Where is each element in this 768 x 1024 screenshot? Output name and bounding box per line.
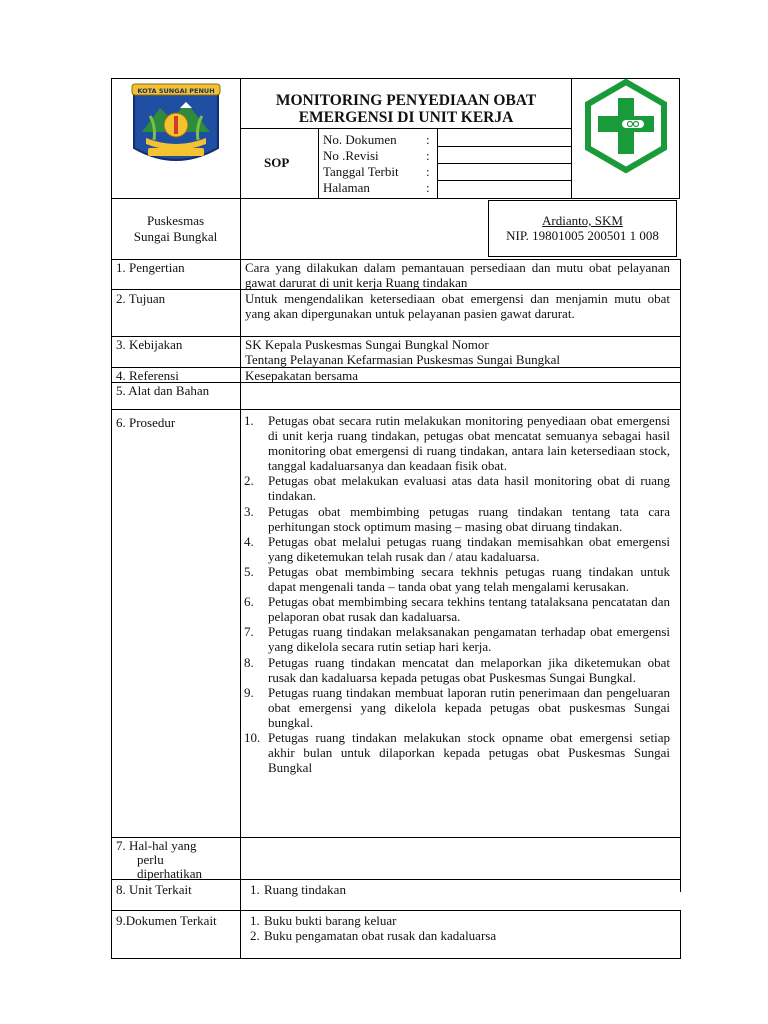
text-referensi: Kesepakatan bersama [245,368,358,383]
row-divider [111,910,681,911]
title-line-1: MONITORING PENYEDIAAN OBAT [275,92,537,109]
org-name-line-1: Puskesmas [146,213,205,228]
header-bottom-border [111,198,680,199]
step-number: 6. [244,594,254,610]
label-hal-line-1: 7. Hal-hal yang [116,838,197,853]
label-hal-line-3: diperhatikan [137,866,202,881]
text-pengertian: Cara yang dilakukan dalam pemantauan persediaan dan mutu obat pelayanan gawat darurat di unit kerja Ruang tindakan [245,260,670,290]
step-number: 10. [244,729,261,745]
kemenkes-logo [578,78,674,174]
sop-divider [318,128,319,199]
meta-colon: : [426,180,430,195]
row-divider [111,367,681,368]
procedure-list [244,413,670,775]
step-number: 2. [244,473,254,489]
step-text: Petugas ruang tindakan melakukan stock opname obat emergensi setiap akhir bulan untuk dilaporkan kepada petugas obat Puskesmas Sungai Bungkal [268,729,670,776]
procedure-step [244,504,670,534]
meta-label-halaman: Halaman [323,180,370,195]
meta-colon: : [426,148,430,163]
sop-label: SOP [264,155,290,170]
list-item [244,882,346,897]
procedure-step [244,685,670,730]
meta-label-revisi: No .Revisi [323,148,379,163]
title-bottom-border [240,128,571,129]
table-bottom-border [111,958,681,959]
procedure-step [244,534,670,564]
item-text: Buku pengamatan obat rusak dan kadaluarsa [264,928,497,943]
title-line-2: EMERGENSI DI UNIT KERJA [298,109,514,126]
header-divider-left [240,78,241,199]
procedure-step [244,655,670,685]
procedure-step [244,730,670,775]
table-right-border [680,259,681,892]
procedure-step [244,594,670,624]
text-kebijakan-line-2: Tentang Pelayanan Kefarmasian Puskesmas Sungai Bungkal [245,352,560,367]
meta-line [437,163,571,164]
header-divider-right [571,78,572,199]
step-number: 8. [244,654,254,670]
step-number: 5. [244,563,254,579]
step-text: Petugas obat melalui petugas ruang tindakan memisahkan obat emergensi yang diketemukan telah rusak dan / atau kadaluarsa. [268,533,670,564]
unit-terkait-list [244,882,346,897]
label-kebijakan: 3. Kebijakan [116,337,183,352]
label-referensi: 4. Referensi [116,368,179,383]
text-kebijakan-line-1: SK Kepala Puskesmas Sungai Bungkal Nomor [245,337,489,352]
dokumen-terkait-list [244,913,496,943]
step-number: 9. [244,684,254,700]
signer-bottom-border [488,256,677,257]
label-alat-bahan: 5. Alat dan Bahan [116,383,210,398]
step-number: 4. [244,533,254,549]
header-right-border [679,78,680,199]
procedure-step [244,624,670,654]
meta-label-tanggal: Tanggal Terbit [323,164,399,179]
step-number: 1. [244,413,254,428]
city-emblem-logo [128,78,224,173]
step-number: 7. [244,624,254,640]
signer-top-border [488,200,677,201]
document-title [245,92,567,126]
row-divider [111,409,681,410]
signer-name: Ardianto, SKM [542,213,623,228]
emblem-banner-text: KOTA SUNGAI PENUH [137,87,215,95]
org-name-line-2: Sungai Bungkal [133,229,218,244]
signer-nip: NIP. 19801005 200501 1 008 [506,228,659,243]
step-text: Petugas obat melakukan evaluasi atas data hasil monitoring obat di ruang tindakan. [268,473,670,504]
table-right-border-bottom [680,910,681,959]
item-number: 1. [250,882,260,897]
step-text: Petugas obat secara rutin melakukan monitoring penyediaan obat emergensi di unit kerja ruang tindakan, petugas obat mencatat semuanya sebagai hasil monitoring obat emergensi di ruang tindakan, antara lain ketersediaan stock, tanggal kadaluarsanya dan keadaan fisik obat. [268,413,670,474]
org-divider [240,198,241,259]
label-tujuan: 2. Tujuan [116,291,166,306]
label-prosedur: 6. Prosedur [116,415,176,430]
meta-label-dokumen: No. Dokumen [323,132,397,147]
item-text: Buku bukti barang keluar [264,913,397,928]
step-text: Petugas obat membimbing secara tekhins tentang tatalaksana pencatatan dan pelaporan obat rusak dan kadaluarsa. [268,594,670,625]
item-number: 2. [250,928,260,943]
step-text: Petugas ruang tindakan mencatat dan melaporkan jika diketemukan obat rusak dan kadaluarsa kepada petugas obat Puskesmas Sungai Bungkal. [268,654,670,685]
table-left-border [111,259,112,959]
step-text: Petugas obat membimbing secara tekhnis petugas ruang tindakan untuk dapat mengenali tanda – tanda obat yang telah mengalami kerusakan. [268,563,670,595]
table-label-divider [240,259,241,959]
meta-line [437,180,571,181]
step-number: 3. [244,503,254,519]
item-number: 1. [250,913,260,928]
procedure-step [244,473,670,503]
procedure-step [244,413,670,473]
list-item [244,913,496,928]
meta-line [437,146,571,147]
label-pengertian: 1. Pengertian [116,260,185,275]
step-text: Petugas obat membimbing petugas ruang tindakan tentang tata cara perhitungan stock optimum masing – masing obat diruang tindakan. [268,503,670,534]
meta-colon: : [426,164,430,179]
label-hal-line-2: perlu [137,852,164,867]
list-item [244,928,496,943]
text-tujuan: Untuk mengendalikan ketersediaan obat emergensi dan menjamin mutu obat yang akan dipergunakan untuk pelayanan pasien gawat darurat. [245,291,670,321]
step-text: Petugas ruang tindakan membuat laporan rutin penerimaan dan pengeluaran obat emergensi yang dikelola kepada petugas obat puskesmas Sungai bungkal. [268,684,670,730]
meta-colon: : [426,132,430,147]
label-dokumen-terkait: 9.Dokumen Terkait [116,913,217,928]
label-unit-terkait: 8. Unit Terkait [116,882,192,897]
header-left-border [111,78,112,199]
procedure-step [244,564,670,594]
item-text: Ruang tindakan [264,882,346,897]
step-text: Petugas ruang tindakan melaksanakan pengamatan terhadap obat emergensi yang dikelola secara rutin setiap hari kerja. [268,624,670,655]
